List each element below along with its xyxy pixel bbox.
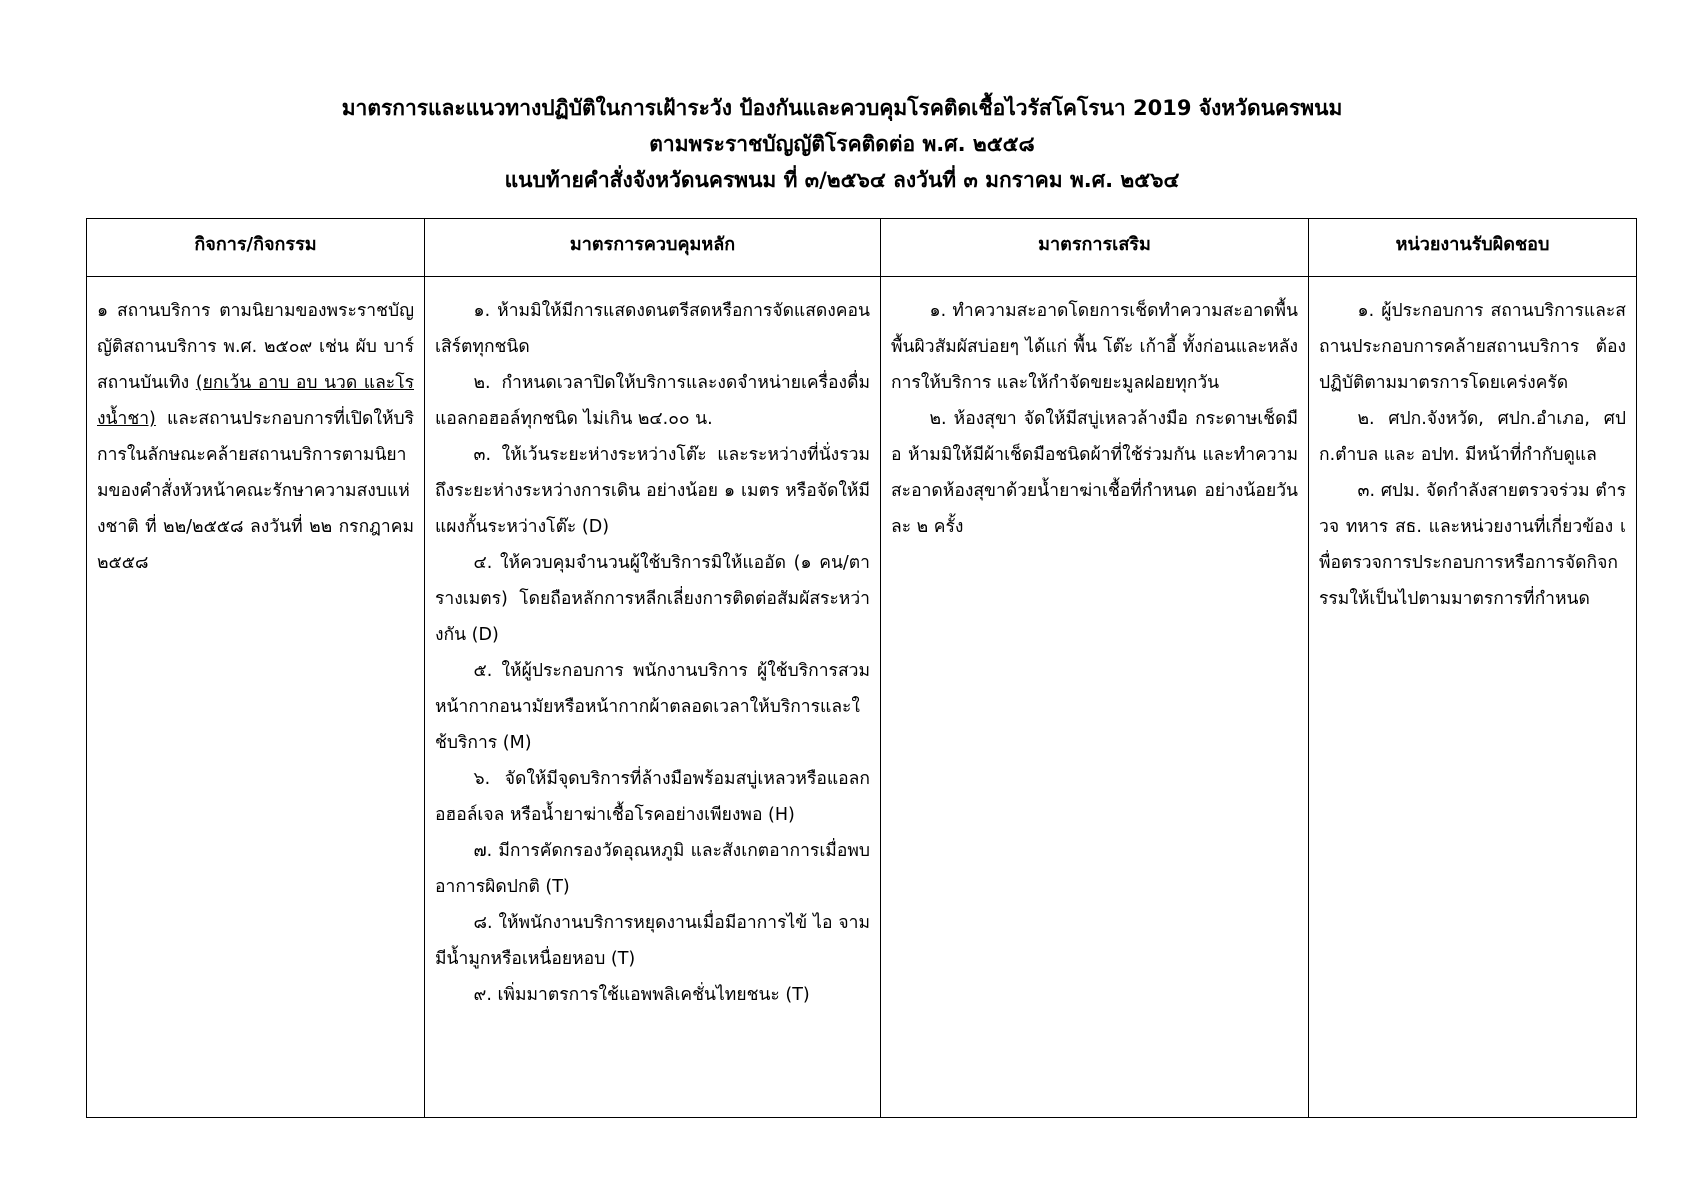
supplementary-measure-item: ๒. ห้องสุขา จัดให้มีสบู่เหลวล้างมือ กระดาษเช็ดมือ ห้ามมิให้มีผ้าเช็ดมือชนิดผ้าที่ใช้ร่วมกัน และทำความสะอาดห้องสุขาด้วยน้ำยาฆ่าเชื้อที่กำหนด อย่างน้อยวันละ ๒ ครั้ง <box>891 409 1298 537</box>
main-measure-item: ๒. กำหนดเวลาปิดให้บริการและงดจำหน่ายเครื่องดื่มแอลกอฮอล์ทุกชนิด ไม่เกิน ๒๔.๐๐ น. <box>435 373 870 429</box>
main-measure-item: ๖. จัดให้มีจุดบริการที่ล้างมือพร้อมสบู่เหลวหรือแอลกอฮอล์เจล หรือน้ำยาฆ่าเชื้อโรคอย่างเพียงพอ (H) <box>435 769 870 825</box>
cell-responsible-units <box>1309 277 1637 1118</box>
main-measure-item: ๔. ให้ควบคุมจำนวนผู้ใช้บริการมิให้แออัด (๑ คน/ตารางเมตร) โดยถือหลักการหลีกเลี่ยงการติดต่อสัมผัสระหว่างกัน (D) <box>435 553 870 645</box>
document-title <box>0 90 1684 198</box>
activity-text <box>97 293 414 581</box>
measures-table <box>86 218 1637 1118</box>
main-measure-item: ๙. เพิ่มมาตรการใช้แอพพลิเคชั่นไทยชนะ (T) <box>473 985 810 1005</box>
title-line-1: มาตรการและแนวทางปฏิบัติในการเฝ้าระวัง ป้องกันและควบคุมโรคติดเชื้อไวรัสโคโรนา 2019 จังหวัดนครพนม <box>341 96 1343 120</box>
responsible-unit-item: ๑. ผู้ประกอบการ สถานบริการและสถานประกอบการคล้ายสถานบริการ ต้องปฏิบัติตามมาตรการโดยเคร่งครัด <box>1319 301 1626 393</box>
cell-supplementary-measures <box>881 277 1309 1118</box>
cell-activity <box>87 277 425 1118</box>
header-supplementary-measures: มาตรการเสริม <box>881 219 1309 277</box>
header-activity: กิจการ/กิจกรรม <box>87 219 425 277</box>
table-row <box>87 277 1637 1118</box>
responsible-unit-item: ๓. ศปม. จัดกำลังสายตรวจร่วม ตำรวจ ทหาร สธ. และหน่วยงานที่เกี่ยวข้อง เพื่อตรวจการประกอบการหรือการจัดกิจกรรมให้เป็นไปตามมาตรการที่กำหนด <box>1319 481 1626 609</box>
responsible-unit-item: ๒. ศปก.จังหวัด, ศปก.อำเภอ, ศปก.ตำบล และ อปท. มีหน้าที่กำกับดูแล <box>1319 409 1626 465</box>
supplementary-measure-item: ๑. ทำความสะอาดโดยการเช็ดทำความสะอาดพื้น พื้นผิวสัมผัสบ่อยๆ ได้แก่ พื้น โต๊ะ เก้าอี้ ทั้งก่อนและหลังการให้บริการ และให้กำจัดขยะมูลฝอยทุกวัน <box>891 301 1298 393</box>
title-line-3: แนบท้ายคำสั่งจังหวัดนครพนม ที่ ๓/๒๕๖๔ ลงวันที่ ๓ มกราคม พ.ศ. ๒๕๖๔ <box>504 168 1180 192</box>
main-measure-item: ๕. ให้ผู้ประกอบการ พนักงานบริการ ผู้ใช้บริการสวมหน้ากากอนามัยหรือหน้ากากผ้าตลอดเวลาให้บริการและใช้บริการ (M) <box>435 661 870 753</box>
header-main-measures: มาตรการควบคุมหลัก <box>425 219 881 277</box>
main-measure-item: ๘. ให้พนักงานบริการหยุดงานเมื่อมีอาการไข้ ไอ จาม มีน้ำมูกหรือเหนื่อยหอบ (T) <box>435 913 870 969</box>
main-measure-item: ๗. มีการคัดกรองวัดอุณหภูมิ และสังเกตอาการเมื่อพบอาการผิดปกติ (T) <box>435 841 870 897</box>
main-measure-item: ๑. ห้ามมิให้มีการแสดงดนตรีสดหรือการจัดแสดงคอนเสิร์ตทุกชนิด <box>435 301 870 357</box>
title-line-2: ตามพระราชบัญญัติโรคติดต่อ พ.ศ. ๒๕๕๘ <box>649 132 1035 156</box>
activity-text-exception: (ยกเว้น อาบ อบ นวด และโรงน้ำชา) <box>97 373 415 429</box>
activity-text-part2: และสถานประกอบการที่เปิดให้บริการในลักษณะคล้ายสถานบริการตามนิยามของคำสั่งหัวหน้าคณะรักษาความสงบแห่งชาติ ที่ ๒๒/๒๕๕๘ ลงวันที่ ๒๒ กรกฎาคม ๒๕๕๘ <box>97 409 414 573</box>
table-header-row <box>87 219 1637 277</box>
activity-text-part1: ๑ สถานบริการ ตามนิยามของพระราชบัญญัติสถานบริการ พ.ศ. ๒๕๐๙ เช่น ผับ บาร์ สถานบันเทิง <box>97 301 414 393</box>
header-responsible-units: หน่วยงานรับผิดชอบ <box>1309 219 1637 277</box>
main-measure-item: ๓. ให้เว้นระยะห่างระหว่างโต๊ะ และระหว่างที่นั่งรวมถึงระยะห่างระหว่างการเดิน อย่างน้อย ๑ เมตร หรือจัดให้มีแผงกั้นระหว่างโต๊ะ (D) <box>435 445 870 537</box>
cell-main-measures <box>425 277 881 1118</box>
